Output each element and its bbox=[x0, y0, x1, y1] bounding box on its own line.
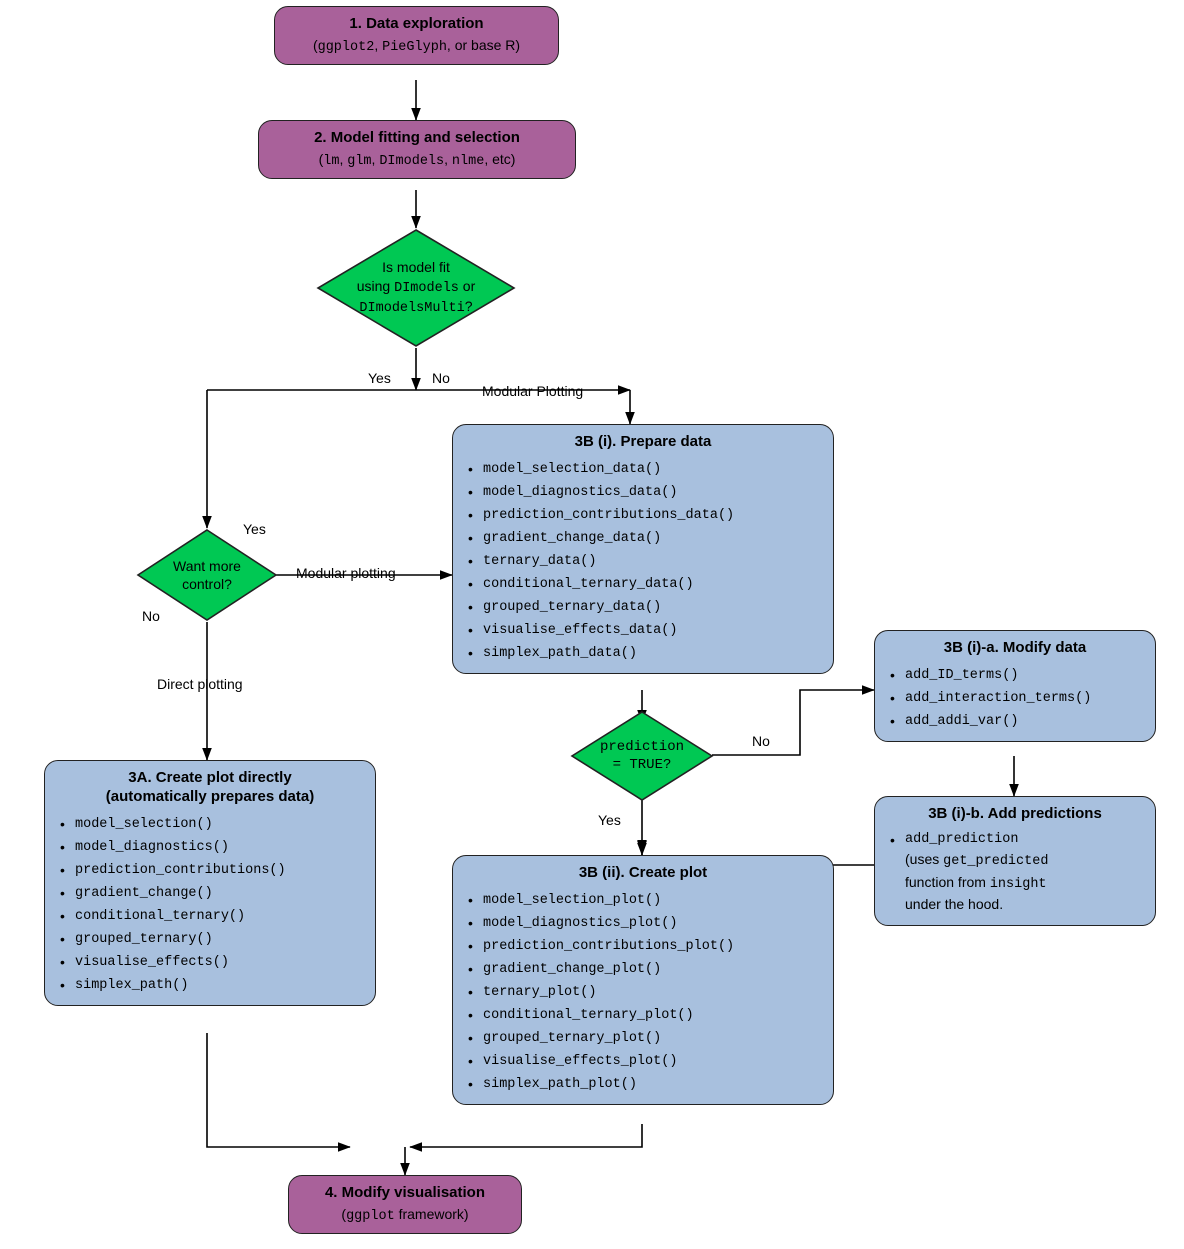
pkg-lm: lm bbox=[323, 153, 340, 169]
question-mark: ? bbox=[464, 298, 473, 315]
add-prediction-fn: add_prediction bbox=[905, 831, 1019, 847]
pkg-dimodels: DImodels bbox=[394, 280, 459, 296]
pkg-insight: insight bbox=[989, 876, 1047, 892]
function-list bbox=[887, 830, 1143, 917]
list-item: • model_selection_plot() bbox=[465, 889, 821, 912]
decision-line-1: prediction bbox=[599, 738, 684, 755]
list-item: • grouped_ternary_plot() bbox=[465, 1027, 821, 1050]
node-step-2-model-fitting bbox=[258, 120, 576, 179]
list-item: • ternary_plot() bbox=[465, 981, 821, 1004]
list-item: • model_diagnostics() bbox=[57, 836, 363, 859]
pkg-dimodels: DImodels bbox=[379, 153, 445, 169]
function-list bbox=[465, 889, 821, 1097]
under-the-hood-text: under the hood. bbox=[905, 896, 1004, 913]
list-item: • gradient_change_plot() bbox=[465, 958, 821, 981]
function-list bbox=[887, 664, 1143, 733]
node-step-3bia-modify-data bbox=[874, 630, 1156, 742]
paren-open: ( bbox=[318, 150, 324, 167]
edge-label-no-3: No bbox=[752, 733, 770, 749]
list-item: • grouped_ternary() bbox=[57, 928, 363, 951]
pkg-ggplot: ggplot bbox=[346, 1208, 395, 1224]
function-from-text: function from bbox=[905, 873, 990, 890]
pkg-nlme: nlme bbox=[451, 153, 485, 169]
decision-prediction-true bbox=[570, 710, 714, 802]
paren-open: ( bbox=[312, 36, 318, 53]
edge-label-yes-2: Yes bbox=[243, 521, 266, 537]
node-step-1-data-exploration bbox=[274, 6, 559, 65]
edge-label-direct-plotting: Direct plotting bbox=[157, 676, 243, 692]
decision-line-3 bbox=[357, 297, 476, 318]
edge-label-no-2: No bbox=[142, 608, 160, 624]
node-subtitle bbox=[301, 1205, 509, 1226]
list-item: • conditional_ternary_data() bbox=[465, 573, 821, 596]
list-item: • model_diagnostics_data() bbox=[465, 481, 821, 504]
get-predicted-fn: get_predicted bbox=[943, 854, 1049, 870]
decision-line-2: control? bbox=[182, 576, 232, 592]
decision-label bbox=[173, 557, 241, 593]
sep-3: , bbox=[444, 150, 452, 167]
sep-2: , or base R) bbox=[446, 36, 521, 53]
decision-line-2: = TRUE? bbox=[612, 757, 672, 773]
node-title: 2. Model fitting and selection bbox=[314, 129, 520, 146]
or-text: or bbox=[458, 277, 476, 294]
node-step-3a-create-plot-directly bbox=[44, 760, 376, 1006]
list-item: • model_selection_data() bbox=[465, 458, 821, 481]
framework-text: framework) bbox=[394, 1205, 469, 1222]
node-step-3bii-create-plot bbox=[452, 855, 834, 1105]
pkg-ggplot2: ggplot2 bbox=[317, 39, 375, 55]
decision-label bbox=[357, 258, 476, 317]
decision-is-model-fit-dimodels bbox=[316, 228, 516, 348]
list-item: • simplex_path_data() bbox=[465, 642, 821, 665]
list-item bbox=[887, 830, 1143, 917]
node-step-3bib-add-predictions bbox=[874, 796, 1156, 926]
node-subtitle bbox=[287, 36, 546, 57]
node-title: 1. Data exploration bbox=[349, 15, 484, 32]
list-item: • model_selection() bbox=[57, 813, 363, 836]
decision-line-1: Want more bbox=[173, 557, 241, 574]
list-item: • visualise_effects_data() bbox=[465, 619, 821, 642]
edge-label-yes-1: Yes bbox=[368, 370, 391, 386]
list-item: • simplex_path_plot() bbox=[465, 1073, 821, 1096]
uses-text: (uses bbox=[905, 851, 944, 868]
list-item: • prediction_contributions_plot() bbox=[465, 935, 821, 958]
list-item: • add_addi_var() bbox=[887, 710, 1143, 733]
node-title: 3B (i)-b. Add predictions bbox=[928, 805, 1102, 822]
list-item: • prediction_contributions() bbox=[57, 859, 363, 882]
list-item: • conditional_ternary_plot() bbox=[465, 1004, 821, 1027]
list-item: • ternary_data() bbox=[465, 550, 821, 573]
node-step-3bi-prepare-data bbox=[452, 424, 834, 674]
paren-open: ( bbox=[341, 1205, 347, 1222]
pkg-pieglyph: PieGlyph bbox=[382, 39, 447, 55]
node-title: 3B (i)-a. Modify data bbox=[943, 639, 1087, 656]
node-subtitle bbox=[271, 150, 563, 171]
sep-2: , bbox=[371, 150, 380, 167]
list-item: • simplex_path() bbox=[57, 974, 363, 997]
list-item: • gradient_change() bbox=[57, 882, 363, 905]
list-item: • visualise_effects_plot() bbox=[465, 1050, 821, 1073]
list-item: • conditional_ternary() bbox=[57, 905, 363, 928]
sep-1: , bbox=[374, 36, 383, 53]
edge-label-yes-3: Yes bbox=[598, 812, 621, 828]
pkg-dimodelsmulti: DImodelsMulti bbox=[359, 301, 465, 317]
sep-4: , etc) bbox=[484, 150, 516, 167]
node-title-line-2: (automatically prepares data) bbox=[105, 787, 315, 805]
pkg-glm: glm bbox=[347, 153, 372, 169]
node-title: 3B (ii). Create plot bbox=[578, 864, 708, 881]
list-item: • model_diagnostics_plot() bbox=[465, 912, 821, 935]
using-text: using bbox=[356, 277, 395, 294]
list-item: • gradient_change_data() bbox=[465, 527, 821, 550]
edge-label-modular-plotting-top: Modular Plotting bbox=[482, 383, 584, 399]
sep-1: , bbox=[339, 150, 348, 167]
list-item: • visualise_effects() bbox=[57, 951, 363, 974]
node-title: 3B (i). Prepare data bbox=[574, 433, 712, 450]
node-step-4-modify-visualisation bbox=[288, 1175, 522, 1234]
edge-label-no-1: No bbox=[432, 370, 450, 386]
node-title-line-1: 3A. Create plot directly bbox=[128, 769, 292, 786]
decision-label bbox=[600, 738, 684, 774]
list-item: • add_interaction_terms() bbox=[887, 687, 1143, 710]
function-list bbox=[57, 813, 363, 998]
edge-label-modular-plotting-mid: Modular plotting bbox=[296, 565, 396, 581]
list-item: • add_ID_terms() bbox=[887, 664, 1143, 687]
node-title: 4. Modify visualisation bbox=[324, 1184, 486, 1201]
list-item: • prediction_contributions_data() bbox=[465, 504, 821, 527]
function-list bbox=[465, 458, 821, 666]
list-item: • grouped_ternary_data() bbox=[465, 596, 821, 619]
decision-line-2 bbox=[357, 277, 476, 298]
decision-line-1: Is model fit bbox=[382, 259, 450, 276]
